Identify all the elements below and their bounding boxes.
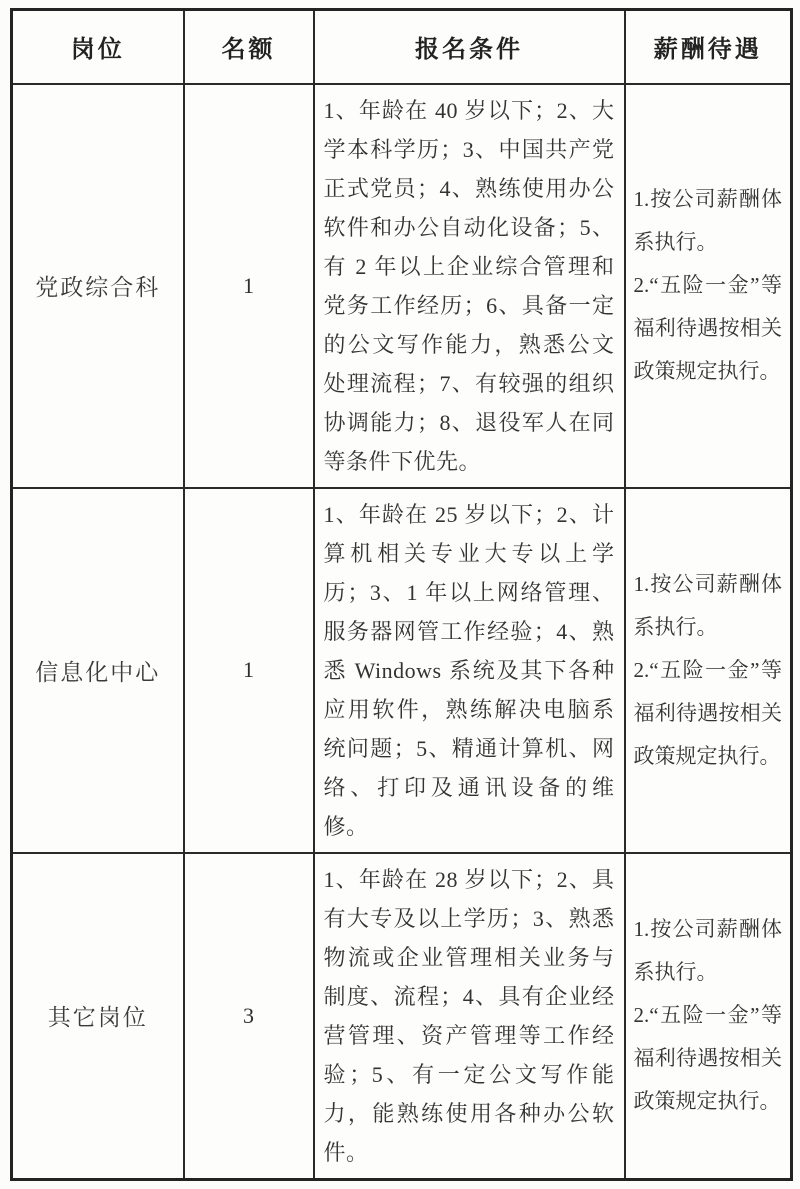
salary-line: 2.“五险一金”等福利待遇按相关政策规定执行。 bbox=[633, 273, 782, 383]
conditions-cell: 1、年龄在 28 岁以下；2、具有大专及以上学历；3、熟悉物流或企业管理相关业务与制度、流程；4、具有企业经营管理、资产管理等工作经验；5、有一定公文写作能力，能熟练使用各种办公软件。 bbox=[314, 853, 625, 1180]
table-row bbox=[12, 853, 792, 1180]
position-cell: 其它岗位 bbox=[12, 853, 184, 1180]
salary-line: 2.“五险一金”等福利待遇按相关政策规定执行。 bbox=[633, 1003, 782, 1113]
column-header-conditions: 报名条件 bbox=[314, 10, 625, 84]
salary-line: 1.按公司薪酬体系执行。 bbox=[633, 187, 782, 254]
position-cell: 党政综合科 bbox=[12, 84, 184, 488]
salary-cell bbox=[625, 853, 792, 1180]
header-row bbox=[12, 10, 792, 84]
conditions-cell: 1、年龄在 25 岁以下；2、计算机相关专业大专以上学历；3、1 年以上网络管理、服务器网管工作经验；4、熟悉 Windows 系统及其下各种应用软件，熟练解决电脑系统问题；5、精通计算机、网络、打印及通讯设备的维修。 bbox=[314, 488, 625, 853]
quota-cell: 1 bbox=[184, 84, 314, 488]
table-row bbox=[12, 488, 792, 853]
position-cell: 信息化中心 bbox=[12, 488, 184, 853]
column-header-position: 岗位 bbox=[12, 10, 184, 84]
recruitment-table bbox=[10, 8, 793, 1181]
salary-line: 2.“五险一金”等福利待遇按相关政策规定执行。 bbox=[633, 657, 782, 768]
quota-cell: 3 bbox=[184, 853, 314, 1180]
column-header-salary: 薪酬待遇 bbox=[625, 10, 792, 84]
salary-cell bbox=[625, 488, 792, 853]
quota-cell: 1 bbox=[184, 488, 314, 853]
salary-line: 1.按公司薪酬体系执行。 bbox=[633, 571, 782, 639]
table-row bbox=[12, 84, 792, 488]
column-header-quota: 名额 bbox=[184, 10, 314, 84]
salary-cell bbox=[625, 84, 792, 488]
salary-line: 1.按公司薪酬体系执行。 bbox=[633, 917, 782, 984]
conditions-cell: 1、年龄在 40 岁以下；2、大学本科学历；3、中国共产党正式党员；4、熟练使用办公软件和办公自动化设备；5、有 2 年以上企业综合管理和党务工作经历；6、具备一定的公文写作能力，熟悉公文处理流程；7、有较强的组织协调能力；8、退役军人在同等条件下优先。 bbox=[314, 84, 625, 488]
